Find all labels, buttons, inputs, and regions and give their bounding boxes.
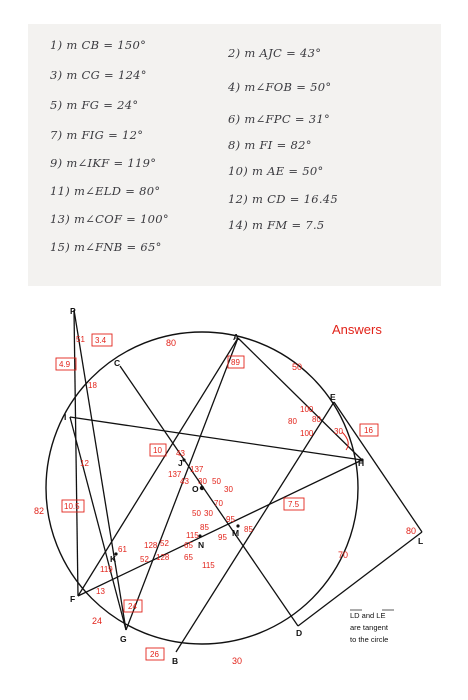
circle-diagram	[0, 290, 468, 700]
angle-label: 100	[300, 429, 314, 438]
boxed-value: 26	[150, 650, 159, 659]
angle-label: 50	[192, 509, 201, 518]
angle-label: 128	[156, 553, 170, 562]
boxed-value: 3.4	[95, 336, 107, 345]
angle-label: 65	[184, 553, 193, 562]
answer-10: 10) m AE = 50°	[228, 164, 324, 178]
answer-6: 6) m∠FPC = 31°	[228, 112, 331, 126]
angle-label: 70	[214, 499, 223, 508]
angle-label: 80	[312, 415, 321, 424]
label-H: H	[358, 458, 365, 468]
angle-label: 95	[218, 533, 227, 542]
point-N-dot	[198, 534, 201, 537]
note-line-1: LD and LE	[350, 611, 386, 620]
point-J-dot	[182, 458, 185, 461]
angle-label: 43	[180, 477, 189, 486]
answer-13: 13) m∠COF = 100°	[50, 212, 169, 226]
segment-AH	[238, 338, 362, 460]
label-A: A	[233, 332, 240, 342]
answer-12: 12) m CD = 16.45	[228, 192, 339, 206]
angle-label: 52	[140, 555, 149, 564]
label-M: M	[232, 528, 240, 538]
label-D: D	[296, 628, 303, 638]
angle-label: 80	[406, 526, 417, 536]
angle-label: 80	[288, 417, 297, 426]
label-L: L	[418, 536, 424, 546]
construction-lines	[70, 310, 422, 652]
angle-labels	[76, 335, 416, 596]
arc-label: 30	[232, 656, 243, 666]
point-O-dot	[200, 486, 204, 490]
answer-7: 7) m FIG = 12°	[50, 128, 144, 142]
angle-label: 100	[300, 405, 314, 414]
boxed-value: 89	[231, 358, 240, 367]
segment-CD	[120, 366, 298, 626]
answer-14: 14) m FM = 7.5	[228, 218, 325, 232]
boxed-value: 24	[128, 602, 137, 611]
diagram-title: Answers	[332, 322, 382, 337]
answer-8: 8) m FI = 82°	[228, 138, 312, 152]
label-I: I	[64, 412, 67, 422]
arc-label: 50	[292, 362, 303, 372]
label-K: K	[110, 554, 117, 564]
label-E: E	[330, 392, 336, 402]
label-N: N	[198, 540, 205, 550]
angle-label: 85	[244, 525, 253, 534]
angle-label: 61	[118, 545, 127, 554]
boxed-value: 10.5	[64, 502, 80, 511]
worksheet-photo	[28, 24, 441, 286]
note-line-2: are tangent	[350, 623, 388, 632]
label-B: B	[172, 656, 179, 666]
angle-label: 30	[334, 427, 343, 436]
angle-label: 13	[96, 587, 105, 596]
answer-11: 11) m∠ELD = 80°	[50, 184, 161, 198]
arc-label: 82	[34, 506, 45, 516]
boxed-value: 4.9	[59, 360, 71, 369]
answer-3: 3) m CG = 124°	[50, 68, 147, 82]
angle-label: 30	[204, 509, 213, 518]
boxed-value: 7.5	[288, 500, 300, 509]
segment-IG	[70, 417, 126, 630]
label-O: O	[192, 484, 199, 494]
label-F: F	[70, 594, 76, 604]
angle-label: 95	[226, 515, 235, 524]
angle-label: 115	[186, 531, 199, 540]
answer-4: 4) m∠FOB = 50°	[228, 80, 332, 94]
angle-label: 115	[202, 561, 215, 570]
answer-2: 2) m AJC = 43°	[228, 46, 322, 60]
angle-label: 30	[224, 485, 233, 494]
answer-9: 9) m∠IKF = 119°	[50, 156, 157, 170]
arc-label: 80	[166, 338, 177, 348]
segment-PF	[74, 310, 78, 596]
label-J: J	[178, 458, 183, 468]
label-P: P	[70, 306, 76, 316]
arc-label: 18	[88, 381, 97, 390]
angle-label: 51	[76, 335, 85, 344]
boxed-value: 16	[364, 426, 373, 435]
answer-1: 1) m CB = 150°	[50, 38, 147, 52]
boxed-value: 10	[153, 446, 162, 455]
tangent-note	[350, 610, 394, 644]
angle-label: 65	[184, 541, 193, 550]
angle-label: 43	[176, 449, 185, 458]
note-line-3: to the circle	[350, 635, 389, 644]
angle-label: 50	[212, 477, 221, 486]
angle-label: 137	[168, 470, 182, 479]
angle-label: 85	[200, 523, 209, 532]
arc-label: 70	[338, 550, 349, 560]
angle-label: 52	[160, 539, 169, 548]
angle-label: 119	[100, 565, 113, 574]
angle-label: 128	[144, 541, 158, 550]
answer-15: 15) m∠FNB = 65°	[50, 240, 162, 254]
angle-label: 137	[190, 465, 204, 474]
label-G: G	[120, 634, 127, 644]
arc-label: 24	[92, 616, 103, 626]
arc-label: 12	[80, 459, 89, 468]
label-C: C	[114, 358, 121, 368]
answer-5: 5) m FG = 24°	[50, 98, 139, 112]
angle-label: 30	[198, 477, 207, 486]
